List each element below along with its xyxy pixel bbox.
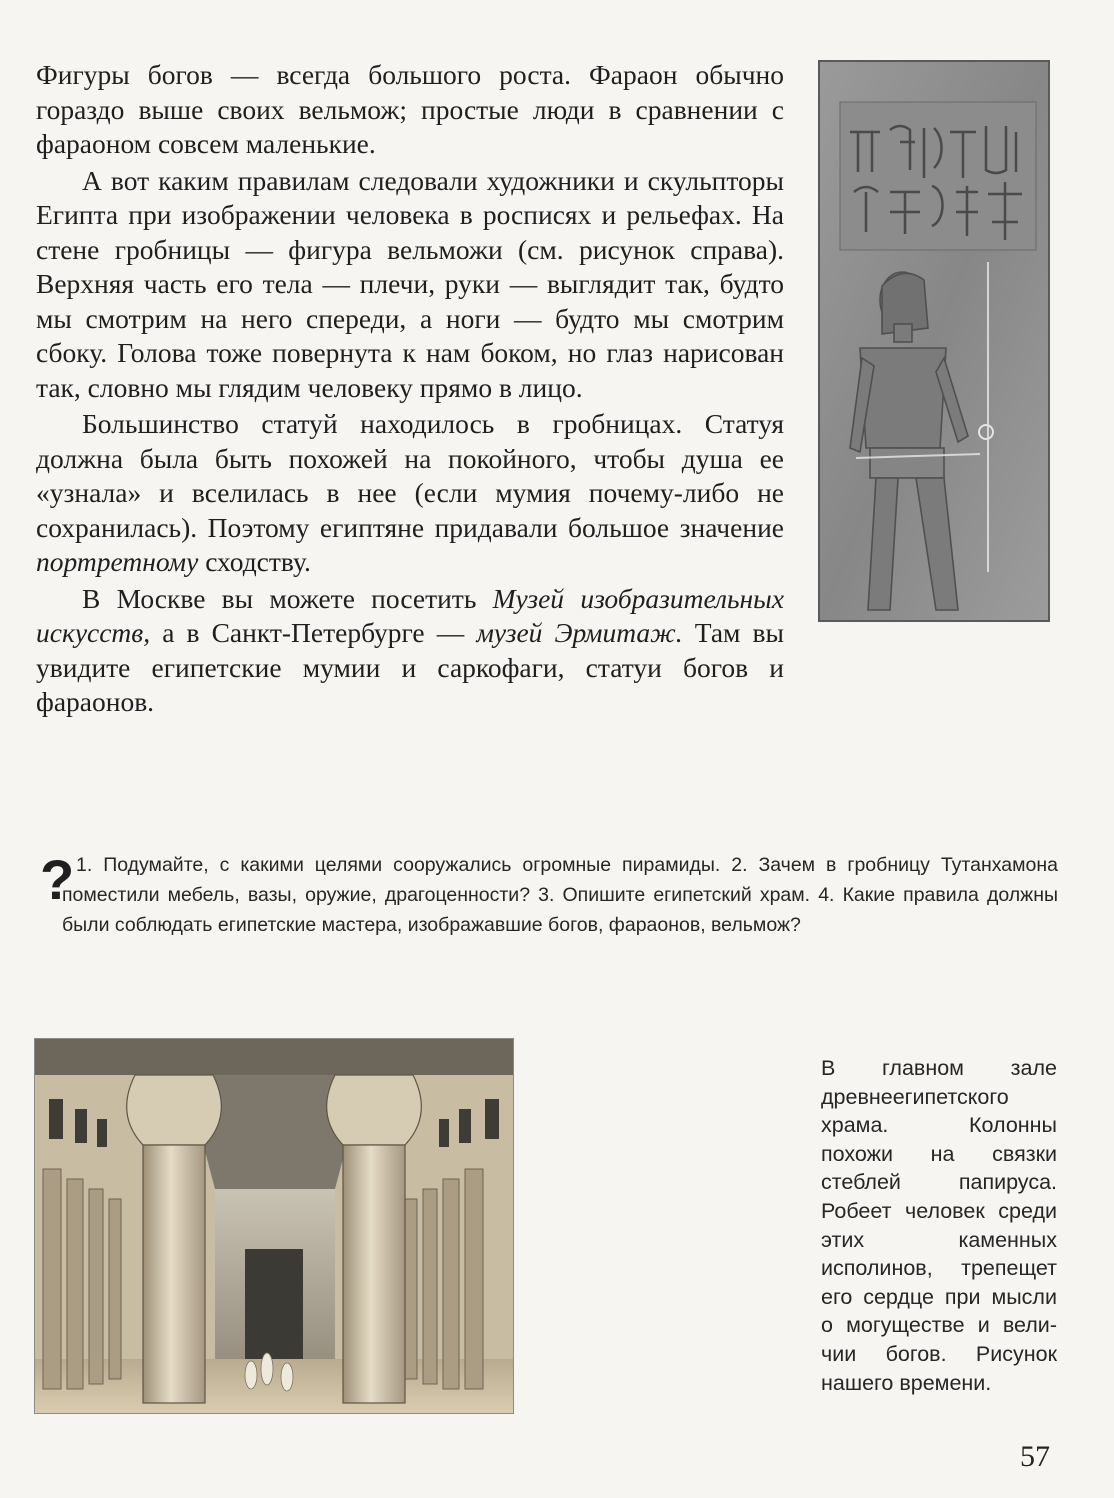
paragraph-4-middle: а в Санкт-Петербурге — — [150, 617, 477, 648]
temple-hall-image — [34, 1038, 514, 1414]
paragraph-4 — [36, 582, 784, 720]
paragraph-4-end: Там вы увидите египетские мумии и саркофаги, статуи богов и фараонов. — [36, 617, 784, 717]
paragraph-3-end: сходству. — [198, 546, 311, 577]
italic-term-portrait: портретному — [36, 546, 199, 577]
paragraph-4-start: В Москве вы можете посетить — [82, 582, 493, 614]
temple-caption: В главном зале древнеегипетского храма. Колонны похожи на связки стеблей папируса. Робеет человек среди этих каменных исполинов, трепещет его сердце при мысли о могуществе и величии богов. Рисунок нашего времени. — [821, 1056, 1057, 1395]
main-text — [36, 58, 784, 722]
questions-text — [62, 850, 1058, 940]
paragraph-1: Фигуры богов — всегда большого роста. Фараон обычно гораздо выше своих вельмож; простые люди в сравнении с фараоном совсем маленькие. — [36, 59, 784, 159]
questions-block — [40, 850, 1058, 940]
italic-museum-fine-arts: Музей изобразительных искусств, — [36, 582, 784, 648]
paragraph-3 — [36, 407, 784, 580]
paragraph-2: А вот каким правилам следовали художники и скульпторы Египта при изображении человека в росписях и рельефах. На стене гробницы — фигура вельможи (см. рисунок справа). Верхняя часть его тела — плечи, руки — выглядит так, будто мы смотрим на него спереди, а ноги — будто мы смотрим сбоку. Голова тоже повернута к нам боком, но глаз нарисован так, словно мы глядим человеку прямо в лицо. — [36, 164, 784, 403]
relief-illustration — [820, 62, 1048, 620]
page-number: 57 — [1020, 1440, 1050, 1473]
italic-hermitage: музей Эрмитаж. — [476, 617, 683, 648]
questions-text-content: 1. Подумайте, с какими целями сооружались огромные пирамиды. 2. Зачем в гробницу Тутанхамона поместили мебель, вазы, оружие, драгоценности? 3. Опишите египетский храм. 4. Какие правила должны были соблюдать египетские мастера, изображавшие богов, фараонов, вельмож? — [62, 854, 1058, 936]
temple-hall-illustration — [35, 1039, 513, 1413]
paragraph-3-start: Большинство статуй находилось в гробницах. Статуя должна была быть похожей на покойного, чтобы душа ее «узнала» и вселилась в нее (если мумия почему-либо не сохранилась). Поэтому египтяне придавали большое значение — [36, 408, 784, 543]
question-mark-icon: ? — [40, 848, 75, 911]
relief-image — [818, 60, 1050, 622]
